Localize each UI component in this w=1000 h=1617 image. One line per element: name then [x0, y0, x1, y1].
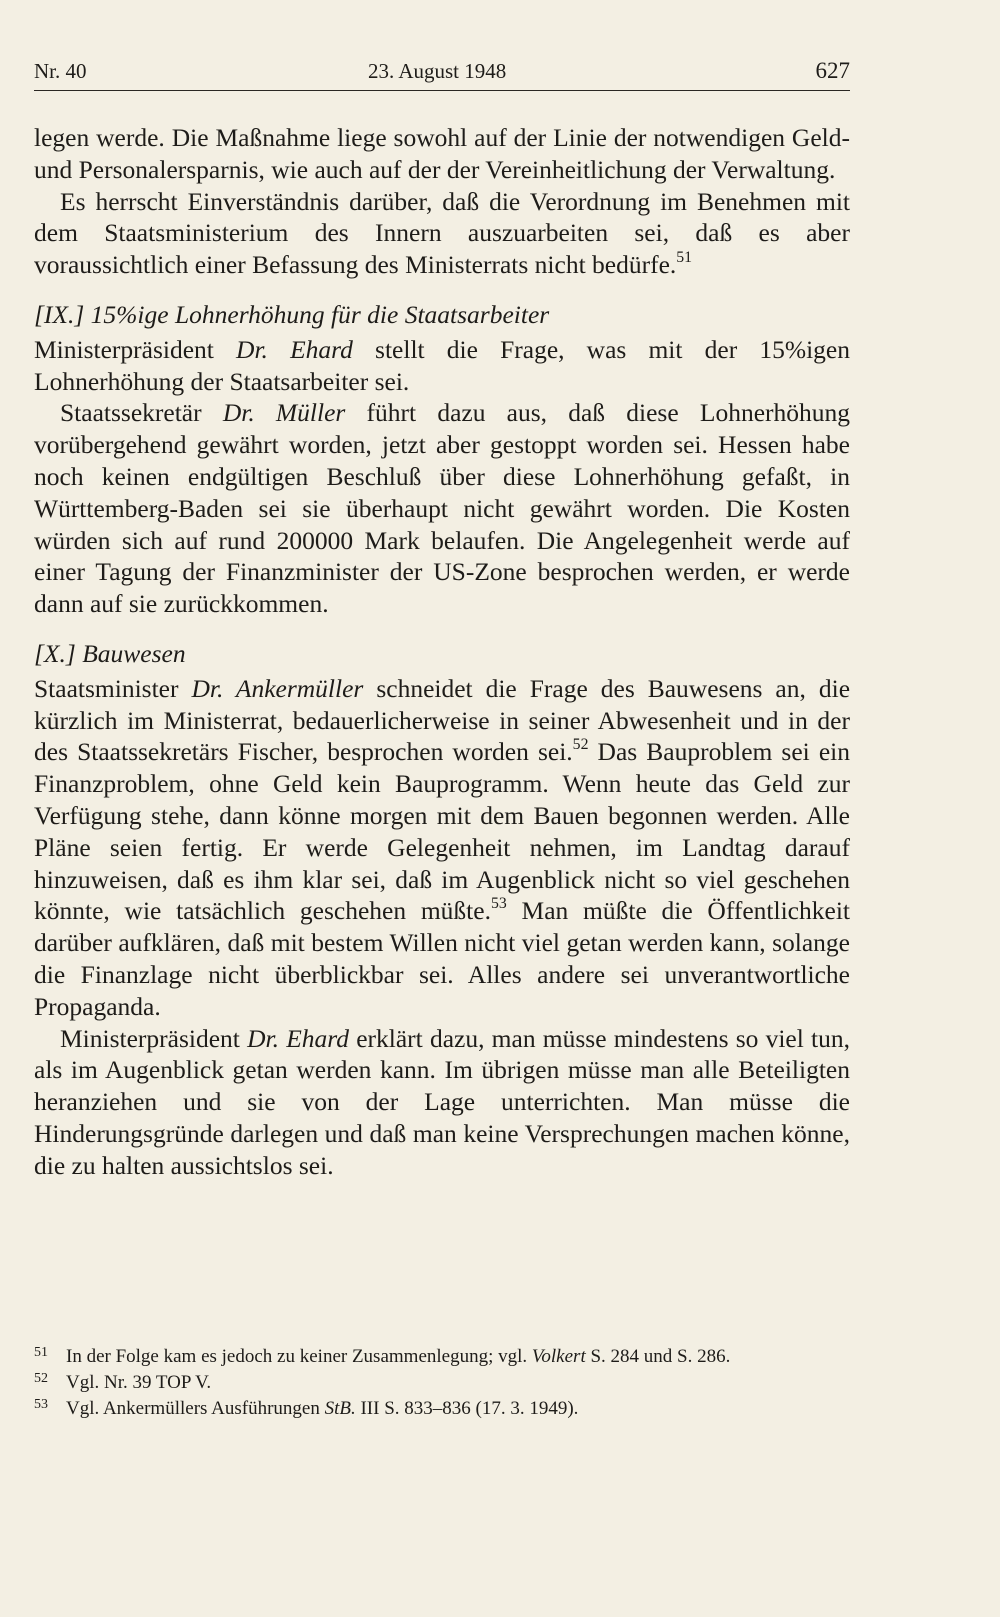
section-heading [34, 638, 850, 670]
footnote [34, 1344, 850, 1370]
paragraph [34, 186, 850, 281]
paragraph-text: führt dazu aus, daß diese Lohnerhöhung vorübergehend gewährt worden, jetzt aber gestoppt worden sei. Hessen habe noch keinen endgültigen Beschluß über diese Lohnerhöhung gefaßt, in Württemberg-Baden sei sie überhaupt nicht gewährt worden. Die Kosten würden sich auf rund 200000 Mark belaufen. Die Angelegenheit werde auf einer Tagung der Finanzminister der US-Zone besprochen werden, er werde dann auf sie zurückkommen. [34, 398, 851, 619]
speaker-name: Dr. Ehard [247, 1023, 349, 1053]
speaker-name: Dr. Müller [222, 398, 346, 428]
footnote-citation: StB. [324, 1398, 356, 1419]
footnote-text: III S. 833–836 (17. 3. 1949). [355, 1398, 579, 1419]
section-heading [34, 299, 850, 331]
paragraph-text: Staatsminister [34, 673, 192, 703]
paragraph-text: erklärt dazu, man müsse mindestens so viel tun, als im Augenblick getan werden kann. Im übrigen müsse man alle Beteiligten heranziehen und sie von der Lage unterrichten. Man müsse die Hinderungsgründe darlegen und daß man keine Versprechungen machen könne, die zu halten aussichtslos sei. [34, 1023, 850, 1180]
paragraph [34, 1023, 850, 1182]
paragraph-text: schneidet die Frage des Bauwesens an, die kürzlich im Ministerrat, bedauerlicherweise in seiner Abwesenheit und in der des Staatssekretärs Fischer, besprochen worden sei. [34, 673, 851, 767]
paragraph-text: legen werde. Die Maßnahme liege sowohl auf der Linie der notwendigen Geld- und Personalersparnis, wie auch auf der der Vereinheitlichung der Verwaltung. [34, 123, 850, 184]
footnote-text: Vgl. Nr. 39 TOP V. [66, 1372, 212, 1393]
page-number: 627 [815, 58, 850, 83]
section-title: 15%ige Lohnerhöhung für die Staatsarbeiter [90, 299, 550, 329]
page-header [34, 56, 850, 91]
paragraph [34, 122, 850, 186]
footnote-number: 53 [34, 1397, 48, 1412]
section-number: [X.] [34, 638, 76, 668]
footnote-text: Vgl. Ankermüllers Ausführungen [66, 1398, 325, 1419]
speaker-name: Dr. Ehard [236, 334, 353, 364]
section-title: Bauwesen [82, 638, 186, 668]
footnote-text: In der Folge kam es jedoch zu keiner Zusammenlegung; vgl. [66, 1346, 532, 1367]
paragraph-text: Man müßte die Öffentlichkeit darüber aufklären, daß mit bestem Willen nicht viel getan werden kann, solange die Finanzlage nicht überblickbar sei. Alles andere sei unverantwortliche Propaganda. [34, 896, 850, 1021]
footnote [34, 1370, 850, 1396]
footnote-text: S. 284 und S. 286. [585, 1346, 731, 1367]
body-text [34, 122, 850, 1182]
footnotes [34, 1344, 850, 1422]
document-number: Nr. 40 [34, 59, 87, 83]
paragraph-text: Staatssekretär [60, 398, 223, 428]
footnote-ref[interactable]: 53 [490, 895, 507, 913]
paragraph-text: Es herrscht Einverständnis darüber, daß die Verordnung im Benehmen mit dem Staatsministerium des Innern auszuarbeiten sei, daß es aber voraussichtlich einer Befassung des Ministerrats nicht bedürfe. [34, 186, 850, 280]
footnote-ref[interactable]: 52 [572, 736, 589, 754]
footnote-citation: Volkert [531, 1346, 586, 1367]
paragraph [34, 673, 850, 1023]
footnote-ref[interactable]: 51 [676, 249, 693, 267]
paragraph [34, 334, 850, 398]
footnote-number: 51 [34, 1345, 48, 1360]
session-date: 23. August 1948 [368, 59, 507, 83]
paragraph-text: stellt die Frage, was mit der 15%igen Lohnerhöhung der Staatsarbeiter sei. [34, 334, 850, 396]
section-number: [IX.] [34, 299, 85, 329]
footnote [34, 1396, 850, 1422]
paragraph-text: Ministerpräsident [34, 334, 237, 364]
footnote-number: 52 [34, 1371, 48, 1386]
speaker-name: Dr. Ankermüller [191, 673, 364, 703]
paragraph [34, 397, 850, 620]
paragraph-text: Ministerpräsident [60, 1023, 248, 1053]
paragraph-text: Das Bauproblem sei ein Finanzproblem, ohne Geld kein Bauprogramm. Wenn heute das Geld zur Verfügung stehe, dann könne morgen mit dem Bauen begonnen werden. Alle Pläne seien fertig. Er werde Gelegenheit nehmen, im Landtag darauf hinzuweisen, daß es ihm klar sei, daß im Augenblick nicht so viel geschehen könnte, wie tatsächlich geschehen müßte. [34, 737, 850, 926]
